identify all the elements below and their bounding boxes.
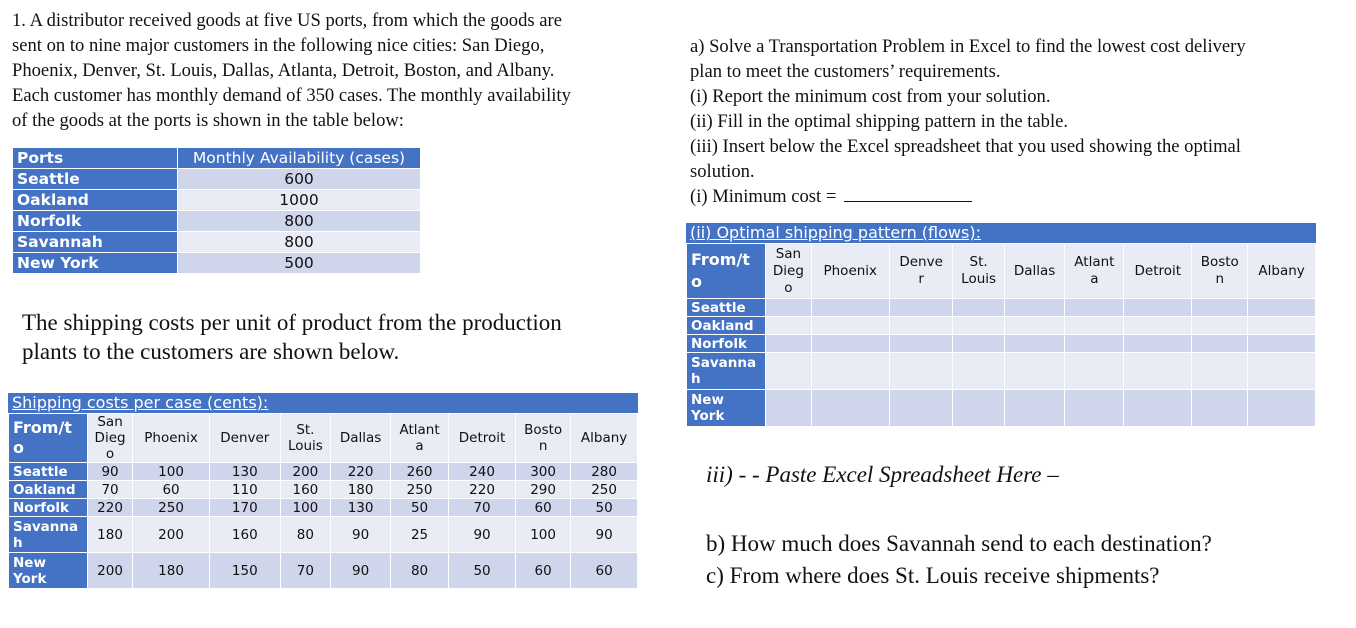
cost-cell-text: 50 — [595, 499, 613, 516]
destination-header-text: Albany — [1258, 262, 1305, 279]
intro-line: of the goods at the ports is shown in the table below: — [12, 110, 404, 131]
cost-cell — [449, 481, 516, 499]
flow-input-cell[interactable] — [811, 317, 889, 335]
cost-cell — [133, 499, 210, 517]
flow-input-cell[interactable] — [953, 299, 1004, 317]
cost-cell-text: 160 — [231, 526, 258, 543]
flow-input-cell[interactable] — [889, 317, 953, 335]
flow-input-cell[interactable] — [766, 335, 812, 353]
destination-header-text: Denve — [899, 254, 943, 270]
cost-cell-text: 180 — [347, 481, 374, 498]
availability-row — [13, 169, 421, 190]
cost-cell — [133, 463, 210, 481]
flow-input-cell[interactable] — [953, 317, 1004, 335]
cost-header-row — [9, 414, 638, 463]
port-name: Oakland — [13, 190, 178, 211]
cost-cell-text: 130 — [347, 499, 374, 516]
cost-cell-text: 200 — [158, 526, 184, 543]
cost-cell — [391, 463, 449, 481]
destination-header-text: St. — [969, 254, 988, 270]
cost-cell-text: 70 — [101, 481, 119, 498]
cost-cell — [571, 517, 638, 553]
cost-cell — [210, 499, 281, 517]
destination-header-text: Detroit — [458, 430, 506, 446]
cost-cell — [449, 553, 516, 589]
cost-cell-text: 50 — [410, 499, 429, 516]
origin-label-text: h — [691, 371, 701, 387]
port-availability: 1000 — [178, 190, 421, 211]
ports-header: Ports — [13, 148, 178, 169]
port-availability: 800 — [178, 232, 421, 253]
cost-cell-text: 80 — [410, 562, 429, 579]
cost-cell-text: 280 — [591, 463, 617, 480]
destination-header-text: Dieg — [94, 430, 126, 446]
destination-header — [516, 414, 571, 463]
question-a-iii-line: solution. — [690, 161, 755, 182]
cost-cell-text: 50 — [473, 562, 491, 579]
cost-cell-text: 60 — [162, 481, 180, 498]
origin-label-text: York — [691, 408, 725, 424]
destination-header-text: r — [918, 271, 924, 287]
cost-cell-text: 200 — [292, 463, 319, 480]
cost-cell-text: 90 — [595, 526, 613, 543]
cost-cell-text: 90 — [352, 562, 370, 579]
cost-cell — [331, 553, 391, 589]
from-to-header — [9, 414, 88, 463]
destination-header — [766, 244, 812, 299]
question-a-iii-line: (iii) Insert below the Excel spreadsheet that you used showing the optimal — [690, 136, 1241, 157]
flow-input-cell[interactable] — [1004, 390, 1065, 427]
cost-cell — [280, 499, 331, 517]
question-b: b) How much does Savannah send to each destination? — [706, 531, 1212, 556]
destination-header-text: n — [538, 438, 548, 454]
destination-header — [1248, 244, 1316, 299]
port-name: Savannah — [13, 232, 178, 253]
destination-header-text: Louis — [961, 271, 997, 287]
destination-header — [391, 414, 449, 463]
questions-b-c — [706, 528, 1212, 592]
cost-cell — [331, 499, 391, 517]
destination-header-text: Atlant — [1074, 254, 1115, 270]
optimal-row — [687, 317, 1316, 335]
cost-table-title: Shipping costs per case (cents): — [8, 393, 638, 413]
availability-row — [13, 253, 421, 274]
cost-cell-text: 25 — [410, 526, 429, 543]
cost-cell-text: 60 — [595, 562, 613, 579]
destination-header-text: Louis — [287, 438, 323, 454]
flow-input-cell[interactable] — [1065, 299, 1124, 317]
optimal-row — [687, 335, 1316, 353]
flow-input-cell[interactable] — [811, 299, 889, 317]
flow-input-cell[interactable] — [1192, 299, 1248, 317]
origin-label-text: Savanna — [691, 355, 757, 371]
origin-label — [9, 481, 88, 499]
cost-cell — [88, 481, 133, 499]
origin-label-text: New — [13, 554, 46, 571]
flow-input-cell[interactable] — [1248, 317, 1316, 335]
cost-cell — [331, 463, 391, 481]
cost-cell — [516, 463, 571, 481]
question-a-ii: (ii) Fill in the optimal shipping pattern in the table. — [690, 111, 1069, 132]
cost-cell — [88, 499, 133, 517]
origin-label-text: Oakland — [691, 317, 754, 334]
flow-input-cell[interactable] — [889, 390, 953, 427]
destination-header — [1065, 244, 1124, 299]
destination-header — [331, 414, 391, 463]
cost-cell-text: 70 — [296, 562, 314, 579]
cost-cell-text: 150 — [231, 562, 258, 579]
availability-row — [13, 232, 421, 253]
flow-input-cell[interactable] — [889, 335, 953, 353]
intro-line: 1. A distributor received goods at five US ports, from which the goods are — [12, 10, 562, 31]
min-cost-blank[interactable] — [844, 185, 972, 202]
origin-label-text: Norfolk — [13, 499, 69, 516]
cost-cell — [88, 553, 133, 589]
destination-header-text: Dallas — [339, 430, 382, 446]
cost-cell-text: 70 — [473, 499, 491, 516]
flow-input-cell[interactable] — [1004, 353, 1065, 390]
origin-label — [9, 517, 88, 553]
flow-input-cell[interactable] — [1124, 299, 1192, 317]
destination-header-text: Bosto — [1200, 254, 1239, 270]
cost-cell-text: 250 — [406, 481, 433, 498]
flow-input-cell[interactable] — [1065, 390, 1124, 427]
port-availability: 600 — [178, 169, 421, 190]
port-availability: 500 — [178, 253, 421, 274]
cost-cell — [280, 463, 331, 481]
destination-header — [889, 244, 953, 299]
origin-label-text: Oakland — [13, 481, 76, 498]
destination-header — [953, 244, 1004, 299]
min-cost-line — [690, 184, 1340, 209]
cost-cell-text: 80 — [296, 526, 314, 543]
from-to-header-text: From/t — [691, 250, 750, 269]
cost-cell-text: 200 — [97, 562, 123, 579]
destination-header — [210, 414, 281, 463]
destination-header-text: Phoenix — [144, 430, 198, 446]
availability-row — [13, 211, 421, 232]
destination-header-text: a — [1090, 271, 1099, 287]
cost-cell-text: 170 — [231, 499, 258, 516]
flow-input-cell[interactable] — [1248, 299, 1316, 317]
cost-cell — [571, 499, 638, 517]
cost-cell-text: 180 — [158, 562, 184, 579]
destination-header-text: o — [105, 446, 115, 462]
flow-input-cell[interactable] — [953, 335, 1004, 353]
cost-cell — [88, 463, 133, 481]
cost-cell-text: 220 — [469, 481, 495, 498]
cost-cell — [88, 517, 133, 553]
flow-input-cell[interactable] — [1065, 353, 1124, 390]
cost-row — [9, 553, 638, 589]
optimal-pattern-block — [686, 223, 1316, 427]
cost-cell-text: 300 — [530, 463, 556, 480]
cost-cell — [210, 463, 281, 481]
flow-input-cell[interactable] — [889, 353, 953, 390]
origin-label-text: Savanna — [13, 518, 79, 535]
cost-cell-text: 130 — [231, 463, 258, 480]
cost-cell-text: 250 — [158, 499, 184, 516]
origin-label-text: New — [691, 392, 724, 408]
from-to-header-text: o — [13, 438, 24, 457]
availability-row — [13, 190, 421, 211]
optimal-row — [687, 299, 1316, 317]
flow-input-cell[interactable] — [1192, 353, 1248, 390]
cost-cell — [280, 517, 331, 553]
origin-label-text: Seattle — [691, 299, 746, 316]
flow-input-cell[interactable] — [811, 335, 889, 353]
flow-input-cell[interactable] — [766, 299, 812, 317]
paste-spreadsheet-placeholder: iii) - - Paste Excel Spreadsheet Here – — [706, 462, 1059, 487]
destination-header-text: Detroit — [1134, 262, 1182, 279]
flow-input-cell[interactable] — [889, 299, 953, 317]
origin-label — [687, 335, 766, 353]
origin-label — [687, 390, 766, 427]
cost-cell — [391, 481, 449, 499]
origin-label — [9, 463, 88, 481]
flow-input-cell[interactable] — [1124, 390, 1192, 427]
cost-cell — [516, 517, 571, 553]
cost-cell-text: 240 — [469, 463, 495, 480]
flow-input-cell[interactable] — [1124, 353, 1192, 390]
origin-label — [9, 553, 88, 589]
destination-header-text: Dieg — [772, 262, 804, 279]
port-name: Norfolk — [13, 211, 178, 232]
cost-cell-text: 260 — [406, 463, 433, 480]
destination-header — [571, 414, 638, 463]
flow-input-cell[interactable] — [1124, 335, 1192, 353]
cost-cell — [210, 481, 281, 499]
origin-label-text: Norfolk — [691, 335, 747, 352]
cost-cell-text: 160 — [292, 481, 319, 498]
destination-header — [1004, 244, 1065, 299]
port-name: New York — [13, 253, 178, 274]
flow-input-cell[interactable] — [1004, 335, 1065, 353]
question-c: c) From where does St. Louis receive shipments? — [706, 563, 1160, 588]
optimal-pattern-title: (ii) Optimal shipping pattern (flows): — [686, 223, 1316, 243]
cost-cell — [449, 499, 516, 517]
origin-label — [687, 353, 766, 390]
cost-cell-text: 220 — [347, 463, 374, 480]
flow-input-cell[interactable] — [953, 353, 1004, 390]
cost-cell — [133, 481, 210, 499]
flow-input-cell[interactable] — [766, 390, 812, 427]
cost-cell — [331, 481, 391, 499]
flow-input-cell[interactable] — [1065, 317, 1124, 335]
cost-row — [9, 517, 638, 553]
flow-input-cell[interactable] — [1192, 390, 1248, 427]
cost-cell — [516, 553, 571, 589]
question-a-block — [690, 34, 1340, 209]
flow-input-cell[interactable] — [1248, 390, 1316, 427]
cost-cell — [210, 517, 281, 553]
origin-label — [9, 499, 88, 517]
flow-input-cell[interactable] — [1065, 335, 1124, 353]
destination-header-text: Bosto — [524, 422, 563, 438]
cost-cell — [449, 517, 516, 553]
optimal-pattern-table — [686, 243, 1316, 427]
cost-cell — [449, 463, 516, 481]
cost-cell — [571, 463, 638, 481]
flow-input-cell[interactable] — [1248, 353, 1316, 390]
port-availability: 800 — [178, 211, 421, 232]
destination-header-text: San — [775, 245, 802, 262]
from-to-header-text: o — [691, 272, 702, 291]
cost-cell-text: 110 — [231, 481, 258, 498]
origin-label — [687, 299, 766, 317]
cost-cell-text: 60 — [534, 562, 552, 579]
destination-header — [88, 414, 133, 463]
destination-header — [1192, 244, 1248, 299]
port-name: Seattle — [13, 169, 178, 190]
destination-header — [280, 414, 331, 463]
destination-header-text: St. — [296, 422, 315, 438]
flow-input-cell[interactable] — [766, 353, 812, 390]
destination-header-text: n — [1215, 271, 1225, 287]
optimal-row — [687, 390, 1316, 427]
cost-cell — [210, 553, 281, 589]
origin-label-text: h — [13, 534, 23, 551]
origin-label-text: Seattle — [13, 463, 68, 480]
destination-header — [1124, 244, 1192, 299]
cost-row — [9, 481, 638, 499]
cost-cell — [571, 481, 638, 499]
flow-input-cell[interactable] — [1192, 317, 1248, 335]
cost-cell — [516, 481, 571, 499]
destination-header-text: Dallas — [1013, 262, 1056, 279]
shipping-text-line: plants to the customers are shown below. — [22, 339, 400, 364]
cost-cell — [280, 553, 331, 589]
cost-cell — [391, 517, 449, 553]
cost-cell-text: 100 — [292, 499, 319, 516]
origin-label-text: York — [13, 570, 47, 587]
cost-row — [9, 463, 638, 481]
cost-table — [8, 413, 638, 589]
destination-header-text: Albany — [580, 430, 628, 446]
destination-header — [133, 414, 210, 463]
intro-line: sent on to nine major customers in the following nice cities: San Diego, — [12, 35, 545, 56]
cost-cell — [280, 481, 331, 499]
destination-header-text: a — [415, 438, 424, 454]
origin-label — [687, 317, 766, 335]
destination-header-text: San — [97, 414, 123, 430]
availability-table — [12, 147, 421, 274]
problem-intro — [12, 8, 652, 133]
cost-cell-text: 90 — [352, 526, 370, 543]
question-a-line: plan to meet the customers’ requirements. — [690, 61, 1001, 82]
min-cost-label: (i) Minimum cost = — [690, 186, 837, 207]
cost-cell — [391, 553, 449, 589]
flow-input-cell[interactable] — [953, 390, 1004, 427]
cost-row — [9, 499, 638, 517]
flow-input-cell[interactable] — [766, 317, 812, 335]
flow-input-cell[interactable] — [1192, 335, 1248, 353]
flow-input-cell[interactable] — [1004, 299, 1065, 317]
cost-cell — [516, 499, 571, 517]
flow-input-cell[interactable] — [1004, 317, 1065, 335]
cost-cell — [133, 517, 210, 553]
destination-header-text: Atlant — [399, 422, 440, 438]
cost-cell-text: 180 — [97, 526, 123, 543]
flow-input-cell[interactable] — [1124, 317, 1192, 335]
cost-cell-text: 220 — [97, 499, 123, 516]
destination-header-text: o — [784, 279, 793, 296]
availability-header-row — [13, 148, 421, 169]
shipping-text-line: The shipping costs per unit of product from the production — [22, 310, 562, 335]
cost-table-block — [8, 393, 638, 589]
cost-cell-text: 250 — [591, 481, 617, 498]
flow-input-cell[interactable] — [811, 390, 889, 427]
optimal-header-row — [687, 244, 1316, 299]
from-to-header — [687, 244, 766, 299]
cost-cell — [571, 553, 638, 589]
cost-cell-text: 90 — [101, 463, 119, 480]
from-to-header-text: From/t — [13, 418, 72, 437]
availability-header: Monthly Availability (cases) — [178, 148, 421, 169]
cost-cell-text: 290 — [530, 481, 556, 498]
cost-cell-text: 60 — [534, 499, 552, 516]
question-a-line: a) Solve a Transportation Problem in Excel to find the lowest cost delivery — [690, 36, 1246, 57]
cost-cell — [331, 517, 391, 553]
question-a-i: (i) Report the minimum cost from your solution. — [690, 86, 1051, 107]
cost-cell-text: 100 — [530, 526, 556, 543]
cost-cell-text: 100 — [158, 463, 184, 480]
destination-header-text: Denver — [220, 430, 270, 446]
cost-cell — [391, 499, 449, 517]
intro-line: Each customer has monthly demand of 350 cases. The monthly availability — [12, 85, 571, 106]
flow-input-cell[interactable] — [811, 353, 889, 390]
flow-input-cell[interactable] — [1248, 335, 1316, 353]
cost-cell — [133, 553, 210, 589]
intro-line: Phoenix, Denver, St. Louis, Dallas, Atlanta, Detroit, Boston, and Albany. — [12, 60, 555, 81]
destination-header-text: Phoenix — [823, 262, 878, 279]
shipping-costs-text — [22, 308, 562, 366]
optimal-row — [687, 353, 1316, 390]
destination-header — [811, 244, 889, 299]
destination-header — [449, 414, 516, 463]
cost-cell-text: 90 — [473, 526, 491, 543]
